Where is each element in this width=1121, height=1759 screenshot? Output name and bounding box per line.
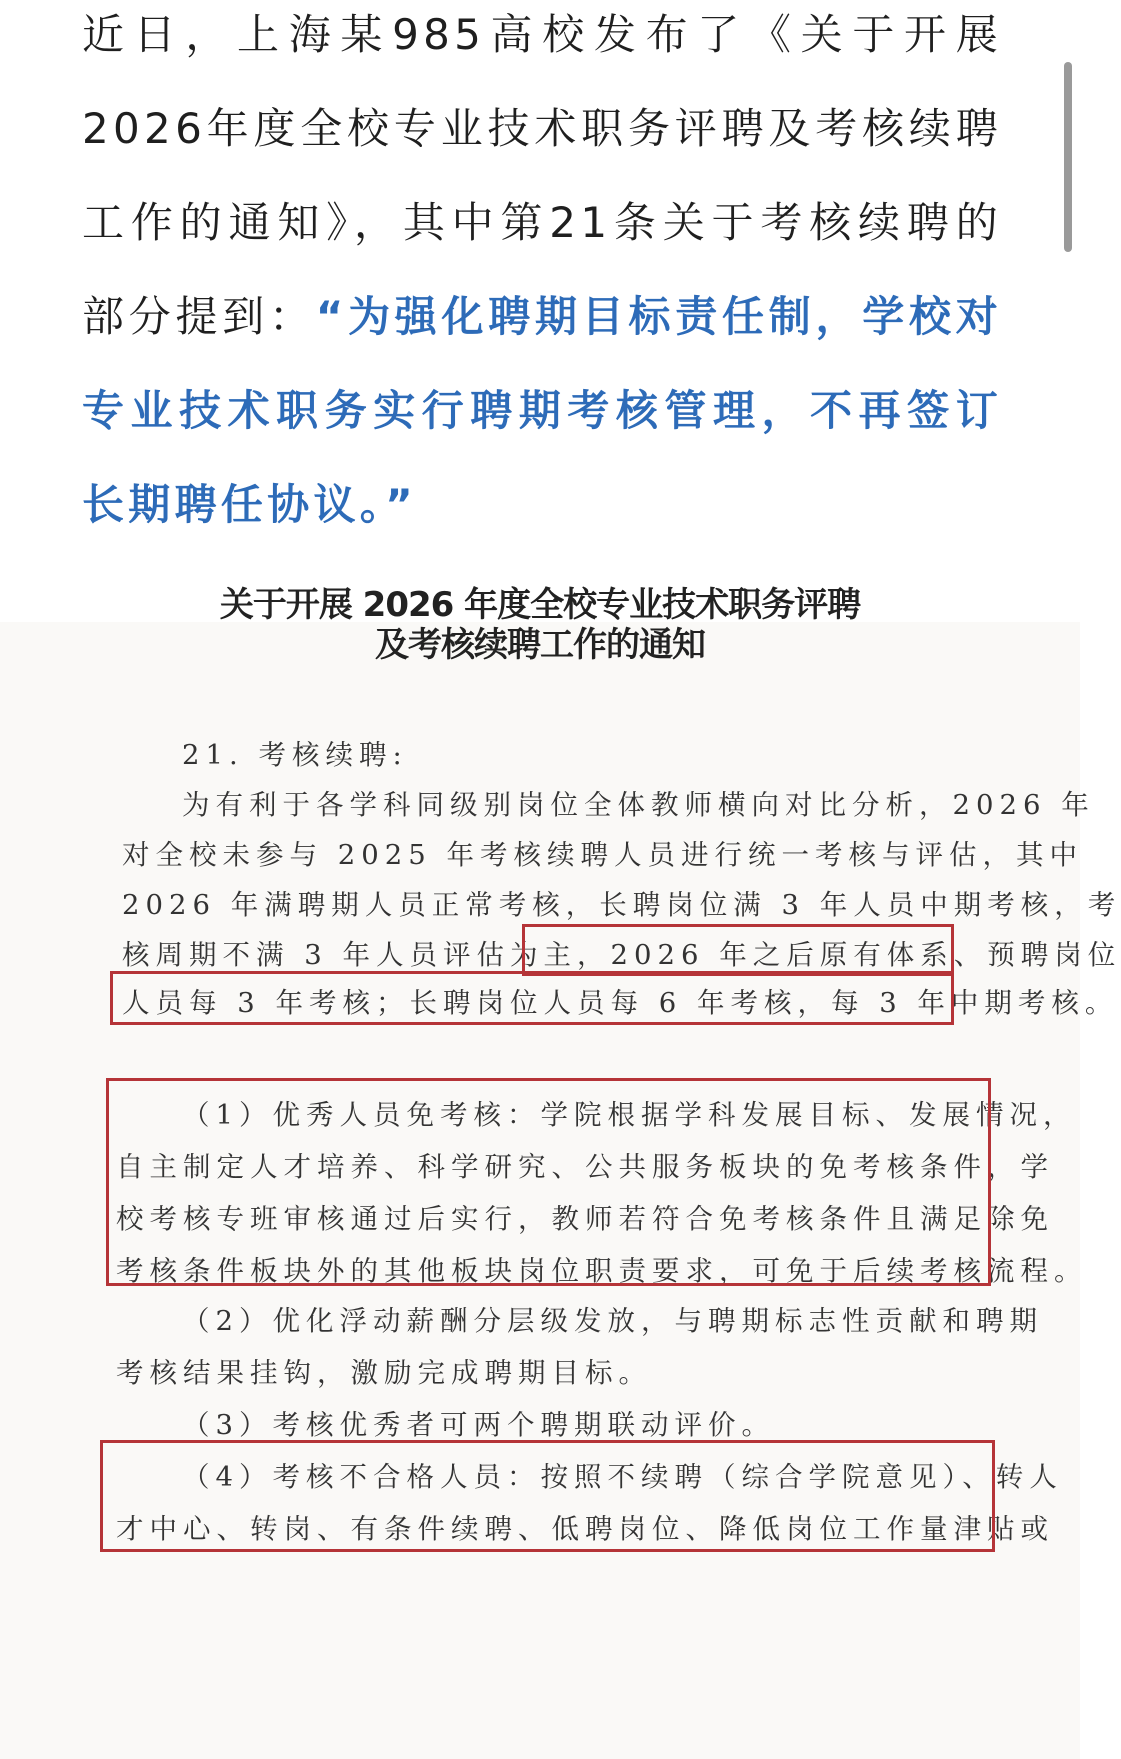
doc-line: 人员每 3 年考核；长聘岗位人员每 6 年考核，每 3 年中期考核。 [122, 987, 1119, 1019]
article-body [82, 0, 1002, 552]
doc-line: 考核条件板块外的其他板块岗位职责要求，可免于后续考核流程。 [116, 1255, 1088, 1287]
document-image [0, 585, 1121, 1759]
doc-line: （3）考核优秀者可两个聘期联动评价。 [182, 1409, 775, 1441]
doc-line: （1）优秀人员免考核：学院根据学科发展目标、发展情况， [182, 1099, 1077, 1131]
scrollbar[interactable] [1064, 62, 1072, 252]
highlight-box [522, 924, 954, 976]
doc-line: 才中心、转岗、有条件续聘、低聘岗位、降低岗位工作量津贴或 [116, 1513, 1054, 1545]
doc-section-heading: 21. 考核续聘: [182, 739, 408, 771]
article-quote: “为强化聘期目标责任制，学校对专业技术职务实行聘期考核管理，不再签订长期聘任协议。” [82, 292, 1002, 529]
highlight-box [106, 1078, 991, 1286]
doc-line: 考核结果挂钩，激励完成聘期目标。 [116, 1357, 652, 1389]
doc-line: （4）考核不合格人员：按照不续聘（综合学院意见）、转人 [182, 1461, 1063, 1493]
doc-line: 校考核专班审核通过后实行，教师若符合免考核条件且满足除免 [116, 1203, 1054, 1235]
doc-line: 核周期不满 3 年人员评估为主，2026 年之后原有体系、预聘岗位 [122, 939, 1121, 971]
highlight-box [110, 971, 954, 1025]
doc-line: 对全校未参与 2025 年考核续聘人员进行统一考核与评估，其中 [122, 839, 1083, 871]
highlight-box [100, 1440, 995, 1552]
doc-line: 2026 年满聘期人员正常考核，长聘岗位满 3 年人员中期考核，考 [122, 889, 1121, 921]
document-title-line2: 及考核续聘工作的通知 [375, 625, 705, 665]
doc-line: 自主制定人才培养、科学研究、公共服务板块的免考核条件，学 [116, 1151, 1054, 1183]
document-title-line1: 关于开展 2026 年度全校专业技术职务评聘 [219, 585, 861, 625]
doc-line: 为有利于各学科同级别岗位全体教师横向对比分析，2026 年 [182, 789, 1095, 821]
doc-line: （2）优化浮动薪酬分层级发放，与聘期标志性贡献和聘期 [182, 1305, 1043, 1337]
article-intro: 近日，上海某985高校发布了《关于开展2026年度全校专业技术职务评聘及考核续聘工作的通知》，其中第21条关于考核续聘的部分提到： [82, 10, 1002, 341]
